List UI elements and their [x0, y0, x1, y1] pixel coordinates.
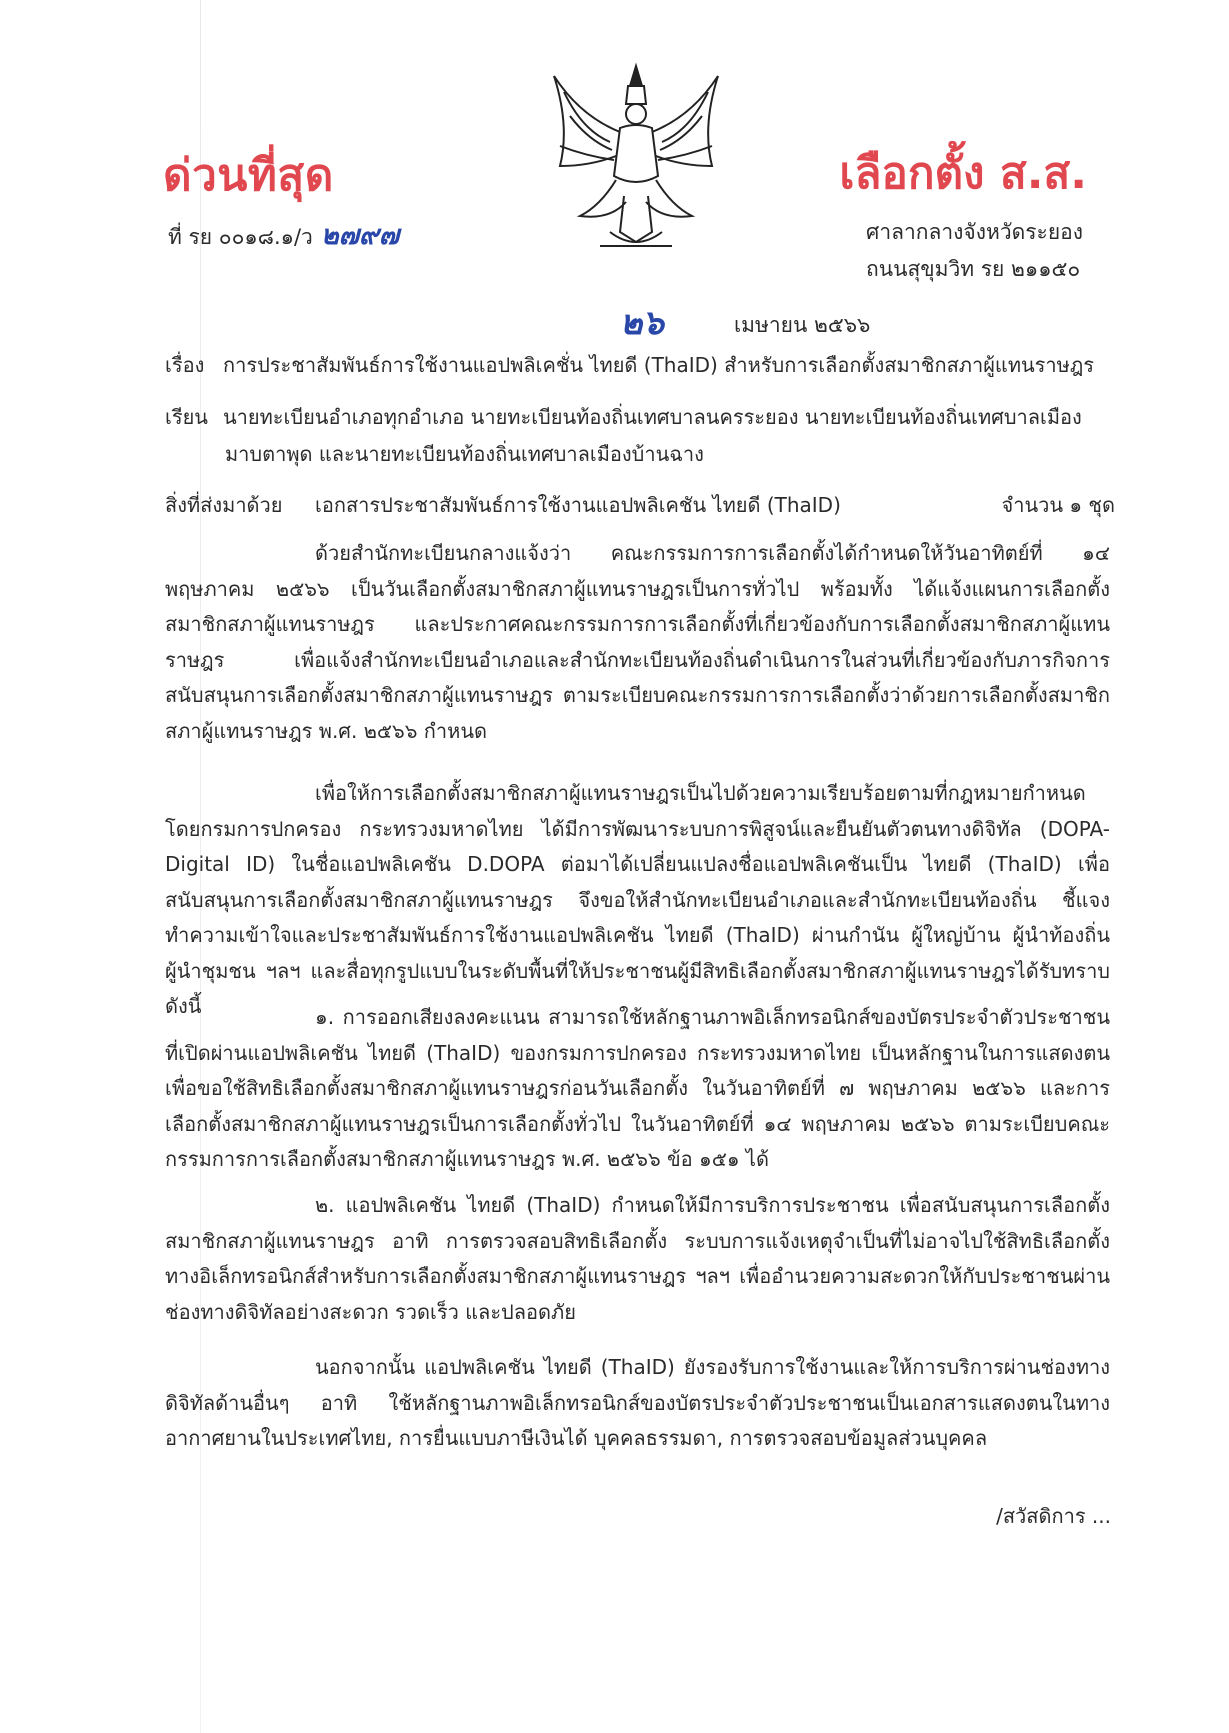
urgency-stamp: ด่วนที่สุด [163, 150, 334, 201]
date-month-year: เมษายน ๒๕๖๖ [734, 313, 871, 337]
date-day-handwritten: ๒๖ [620, 303, 664, 343]
subject-text: การประชาสัมพันธ์การใช้งานแอปพลิเคชั่น ไทยดี (ThaID) สำหรับการเลือกตั้งสมาชิกสภาผู้แทนราษฎร [223, 353, 1095, 377]
recipient-row-2 [225, 436, 704, 472]
document-number-handwritten: ๒๗๙๗ [320, 220, 400, 251]
body-paragraph-3 [165, 1000, 1110, 1178]
category-stamp: เลือกตั้ง ส.ส. [839, 148, 1087, 199]
body-paragraph-5 [165, 1350, 1110, 1457]
body-paragraph-1 [165, 536, 1110, 749]
paragraph-text: เพื่อให้การเลือกตั้งสมาชิกสภาผู้แทนราษฎรเป็นไปด้วยความเรียบร้อยตามที่กฎหมายกำหนด โดยกรมการปกครอง กระทรวงมหาดไทย ได้มีการพัฒนาระบบการพิสูจน์และยืนยันตัวตนทางดิจิทัล (DOPA-Digital ID) ในชื่อแอปพลิเคชัน D.DOPA ต่อมาได้เปลี่ยนแปลงชื่อแอปพลิเคชันเป็น ไทยดี (ThaID) เพื่อสนับสนุนการเลือกตั้งสมาชิกสภาผู้แทนราษฎร จึงขอให้สำนักทะเบียนอำเภอและสำนักทะเบียนท้องถิ่น ชี้แจงทำความเข้าใจและประชาสัมพันธ์การใช้งานแอปพลิเคชัน ไทยดี (ThaID) ผ่านกำนัน ผู้ใหญ่บ้าน ผู้นำท้องถิ่น ผู้นำชุมชน ฯลฯ และสื่อทุกรูปแบบในระดับพื้นที่ให้ประชาชนผู้มีสิทธิเลือกตั้งสมาชิกสภาผู้แทนราษฎรได้รับทราบ ดังนี้ [165, 781, 1110, 1018]
recipient-line-2: มาบตาพุด และนายทะเบียนท้องถิ่นเทศบาลเมืองบ้านฉาง [225, 442, 704, 466]
document-number [168, 213, 399, 256]
paragraph-text: ด้วยสำนักทะเบียนกลางแจ้งว่า คณะกรรมการการเลือกตั้งได้กำหนดให้วันอาทิตย์ที่ ๑๔ พฤษภาคม ๒๕๖๖ เป็นวันเลือกตั้งสมาชิกสภาผู้แทนราษฎรเป็นการทั่วไป พร้อมทั้ง ได้แจ้งแผนการเลือกตั้งสมาชิกสภาผู้แทนราษฎร และประกาศคณะกรรมการการเลือกตั้งที่เกี่ยวข้องกับการเลือกตั้งสมาชิกสภาผู้แทนราษฎร เพื่อแจ้งสำนักทะเบียนอำเภอและสำนักทะเบียนท้องถิ่นดำเนินการในส่วนที่เกี่ยวข้องกับภารกิจการสนับสนุนการเลือกตั้งสมาชิกสภาผู้แทนราษฎร ตามระเบียบคณะกรรมการการเลือกตั้งว่าด้วยการเลือกตั้งสมาชิกสภาผู้แทนราษฎร พ.ศ. ๒๕๖๖ กำหนด [165, 541, 1110, 743]
continuation-note: /สวัสดิการ ... [996, 1504, 1111, 1528]
enclosure-quantity: จำนวน ๑ ชุด [1001, 493, 1115, 517]
recipient-row [165, 399, 1082, 435]
enclosure-label: สิ่งที่ส่งมาด้วย [165, 493, 283, 517]
subject-label: เรื่อง [165, 353, 205, 377]
subject-row [165, 347, 1094, 383]
sender-address [866, 214, 1083, 288]
enclosure-text: เอกสารประชาสัมพันธ์การใช้งานแอปพลิเคชัน ไทยดี (ThaID) [315, 493, 841, 517]
garuda-emblem-icon [540, 56, 732, 256]
document-date [620, 295, 870, 349]
address-line-2: ถนนสุขุมวิท รย ๒๑๑๕๐ [866, 257, 1081, 281]
paragraph-text: นอกจากนั้น แอปพลิเคชัน ไทยดี (ThaID) ยังรองรับการใช้งานและให้การบริการผ่านช่องทางดิจิทัลด้านอื่นๆ อาทิ ใช้หลักฐานภาพอิเล็กทรอนิกส์ของบัตรประจำตัวประชาชนเป็นเอกสารแสดงตนในทางอากาศยานในประเทศไทย, การยื่นแบบภาษีเงินได้ บุคคลธรรมดา, การตรวจสอบข้อมูลส่วนบุคคล [165, 1355, 1110, 1450]
address-line-1: ศาลากลางจังหวัดระยอง [866, 220, 1083, 244]
body-paragraph-4 [165, 1188, 1110, 1330]
recipient-line-1: นายทะเบียนอำเภอทุกอำเภอ นายทะเบียนท้องถิ่นเทศบาลนครระยอง นายทะเบียนท้องถิ่นเทศบาลเมือง [223, 405, 1082, 429]
paragraph-text: ๒. แอปพลิเคชัน ไทยดี (ThaID) กำหนดให้มีการบริการประชาชน เพื่อสนับสนุนการเลือกตั้งสมาชิกสภาผู้แทนราษฎร อาทิ การตรวจสอบสิทธิเลือกตั้ง ระบบการแจ้งเหตุจำเป็นที่ไม่อาจไปใช้สิทธิเลือกตั้งทางอิเล็กทรอนิกส์สำหรับการเลือกตั้งสมาชิกสภาผู้แทนราษฎร ฯลฯ เพื่ออำนวยความสะดวกให้กับประชาชนผ่านช่องทางดิจิทัลอย่างสะดวก รวดเร็ว และปลอดภัย [165, 1193, 1110, 1324]
body-paragraph-2 [165, 776, 1110, 1025]
paragraph-text: ๑. การออกเสียงลงคะแนน สามารถใช้หลักฐานภาพอิเล็กทรอนิกส์ของบัตรประจำตัวประชาชนที่เปิดผ่านแอปพลิเคชัน ไทยดี (ThaID) ของกรมการปกครอง กระทรวงมหาดไทย เป็นหลักฐานในการแสดงตนเพื่อขอใช้สิทธิเลือกตั้งสมาชิกสภาผู้แทนราษฎรก่อนวันเลือกตั้ง ในวันอาทิตย์ที่ ๗ พฤษภาคม ๒๕๖๖ และการเลือกตั้งสมาชิกสภาผู้แทนราษฎรเป็นการเลือกตั้งทั่วไป ในวันอาทิตย์ที่ ๑๔ พฤษภาคม ๒๕๖๖ ตามระเบียบคณะกรรมการการเลือกตั้งสมาชิกสภาผู้แทนราษฎร พ.ศ. ๒๕๖๖ ข้อ ๑๕๑ ได้ [165, 1005, 1110, 1171]
recipient-label: เรียน [165, 405, 208, 429]
enclosure-row [165, 487, 1115, 523]
document-number-prefix: ที่ รย ๐๐๑๘.๑/ว [168, 225, 313, 249]
